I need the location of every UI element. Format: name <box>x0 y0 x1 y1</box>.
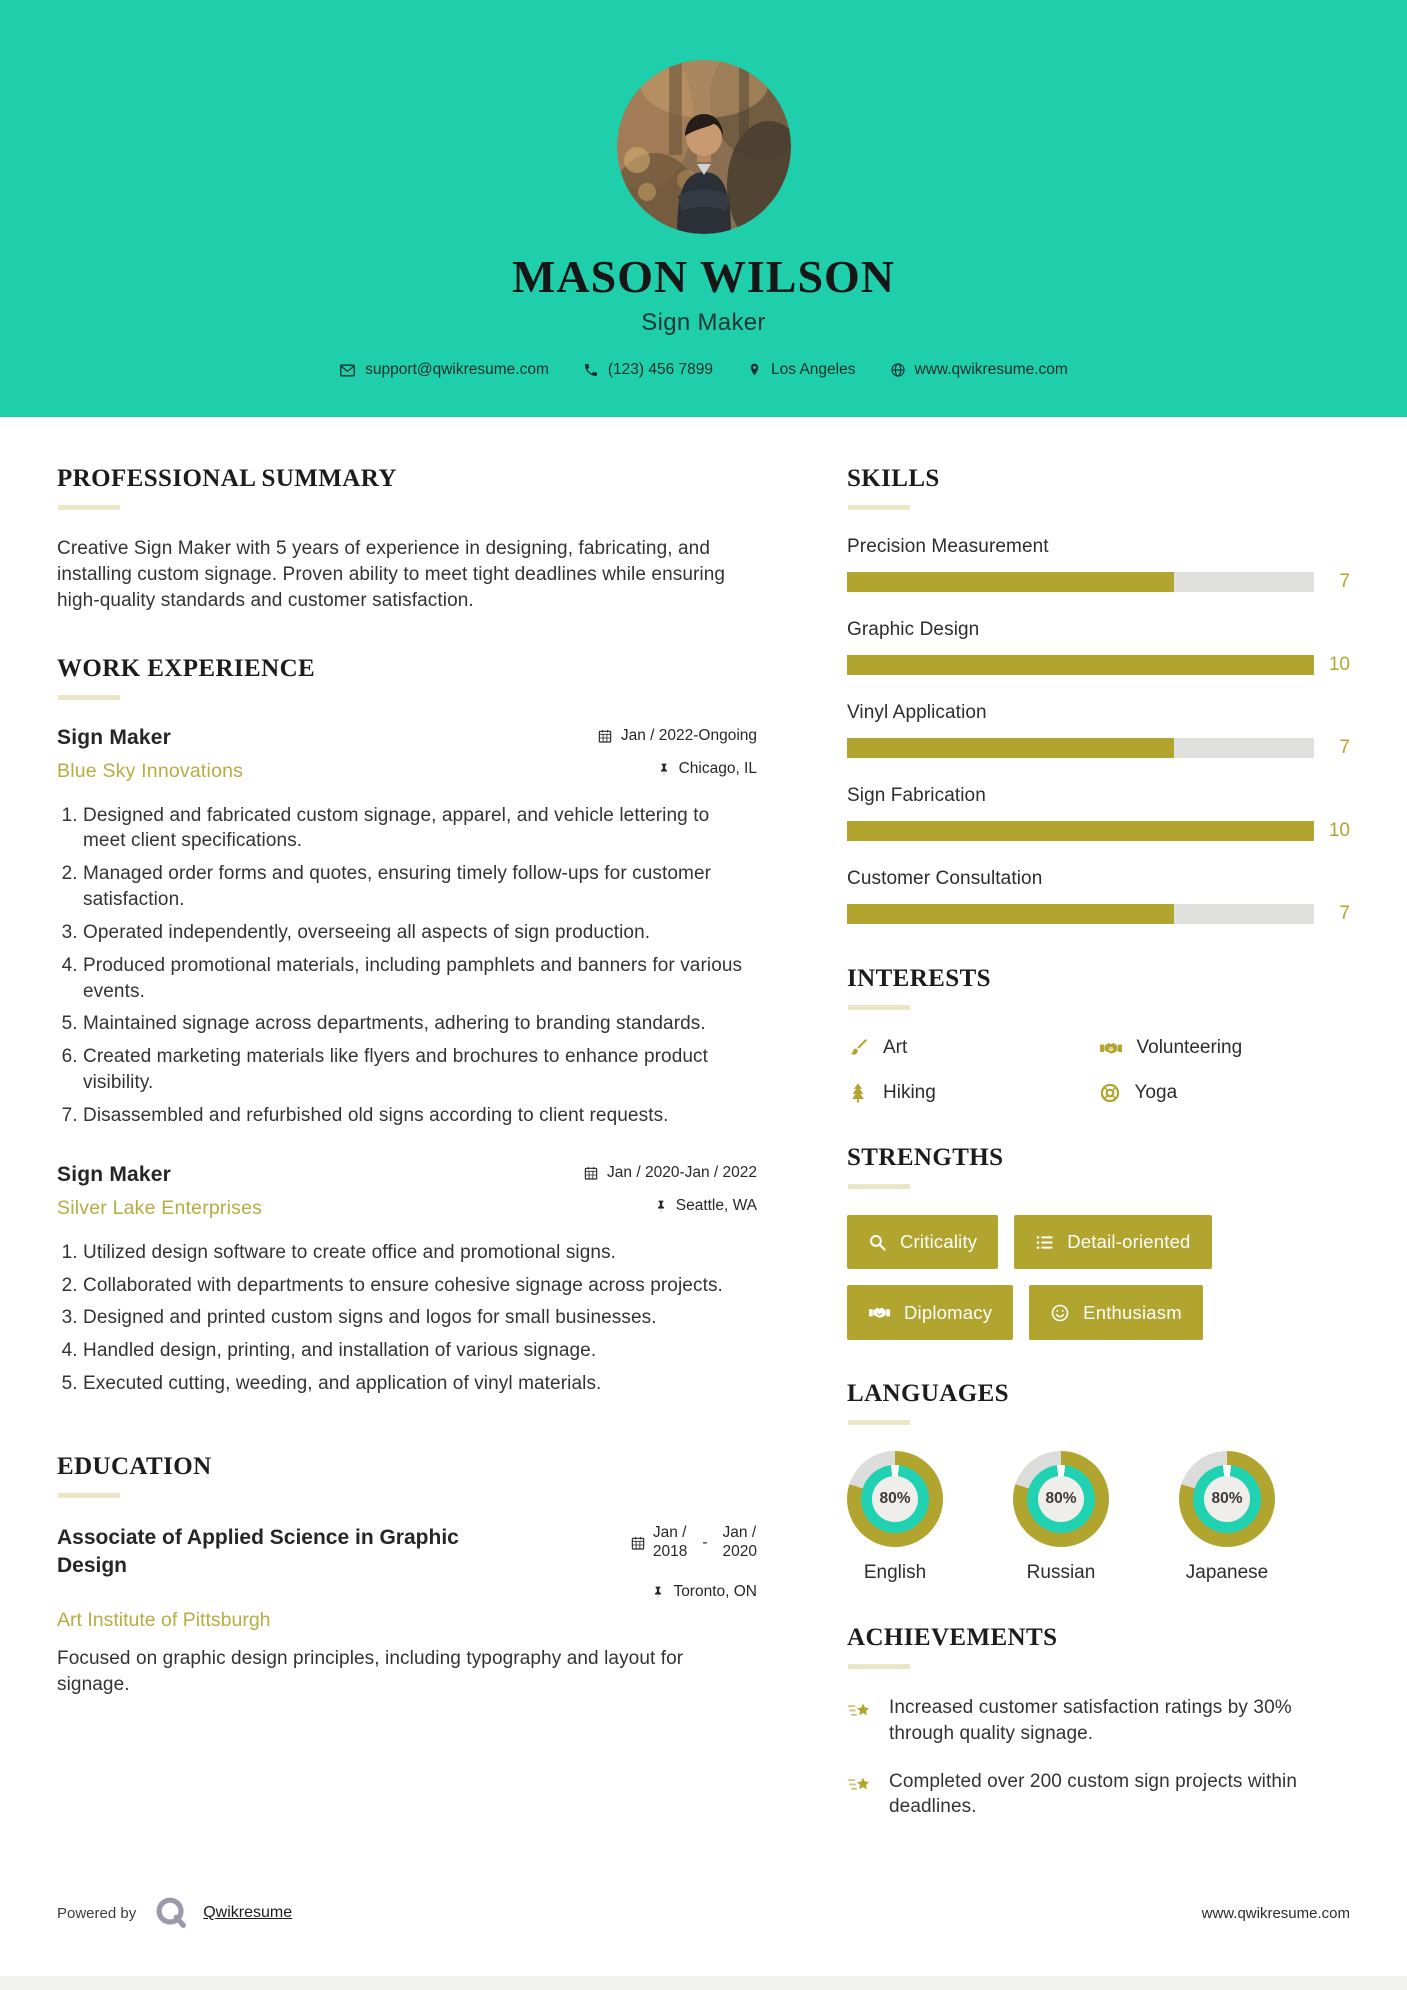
job-bullet: 4. Produced promotional materials, including pamphlets and banners for various events. <box>83 953 757 1005</box>
skill-bar-track <box>847 655 1314 675</box>
heading-underline <box>58 1493 120 1498</box>
skill-value: 10 <box>1328 654 1350 675</box>
job-company: Silver Lake Enterprises <box>57 1196 263 1219</box>
skill-label: Customer Consultation <box>847 868 1043 889</box>
job-bullet-list <box>57 803 757 1129</box>
right-column <box>847 465 1350 1860</box>
language-percent: 80% <box>1038 1476 1084 1522</box>
shooting-star-icon <box>847 1772 873 1798</box>
language-label: Russian <box>1026 1562 1096 1583</box>
qwikresume-brand-link[interactable]: Qwikresume <box>203 1904 293 1921</box>
date-line: Jan / <box>652 1523 687 1541</box>
achievement-text: Completed over 200 custom sign projects within deadlines. <box>889 1770 1298 1818</box>
job-bullet: 6. Created marketing materials like flyers and brochures to enhance product visibility. <box>83 1044 757 1096</box>
skill-label: Precision Measurement <box>847 536 1049 557</box>
job-bullet-list <box>57 1240 757 1397</box>
skill-bar-track <box>847 904 1314 924</box>
section-work-experience <box>57 655 757 1397</box>
footer <box>57 1894 1350 1932</box>
job-dates-text: Jan / 2022-Ongoing <box>620 726 757 744</box>
education-meta <box>630 1524 757 1601</box>
skills-heading: SKILLS <box>847 465 940 492</box>
language-label: Japanese <box>1185 1562 1269 1583</box>
map-pin-icon <box>747 362 762 378</box>
language-percent: 80% <box>872 1476 918 1522</box>
job-title: Sign Maker <box>57 725 172 749</box>
pushpin-icon <box>651 1585 665 1600</box>
skill-bar-fill <box>847 738 1174 758</box>
summary-text: Creative Sign Maker with 5 years of experience in designing, fabricating, and installing custom signage. Proven ability to meet tight deadlines while ensuring high-quality standards and customer satisfaction. <box>57 538 726 612</box>
date-line: 2020 <box>722 1542 757 1560</box>
section-education <box>57 1453 757 1699</box>
job-location-text: Chicago, IL <box>678 760 757 778</box>
degree-name: Associate of Applied Science in Graphic Design <box>57 1525 459 1578</box>
powered-by-label: Powered by <box>57 1904 137 1922</box>
skill-row <box>847 868 1350 925</box>
skill-label: Sign Fabrication <box>847 785 986 806</box>
interest-label: Hiking <box>883 1082 936 1103</box>
interest-item <box>1099 1036 1351 1060</box>
language-percent: 80% <box>1204 1476 1250 1522</box>
calendar-icon <box>583 1165 599 1181</box>
skill-bar-track <box>847 738 1314 758</box>
body-columns <box>0 417 1407 1860</box>
skill-label: Vinyl Application <box>847 702 987 723</box>
date-separator: - <box>702 1533 708 1551</box>
strength-label: Criticality <box>900 1231 978 1252</box>
strength-label: Detail-oriented <box>1067 1231 1191 1252</box>
calendar-icon <box>630 1535 646 1551</box>
left-column <box>57 465 757 1860</box>
avatar <box>617 60 791 234</box>
globe-icon <box>890 362 906 378</box>
job-bullet: 2. Managed order forms and quotes, ensuring timely follow-ups for customer satisfaction. <box>83 861 757 913</box>
interests-heading: INTERESTS <box>847 965 991 992</box>
skill-value: 7 <box>1339 571 1350 592</box>
education-dates <box>630 1524 757 1561</box>
job-location-text: Seattle, WA <box>675 1197 757 1215</box>
page-bottom-strip <box>0 1976 1407 1990</box>
job-bullet: 3. Designed and printed custom signs and logos for small businesses. <box>83 1305 757 1331</box>
achievement-text: Increased customer satisfaction ratings by 30% through quality signage. <box>889 1697 1292 1744</box>
contact-website[interactable] <box>890 361 1068 379</box>
skill-row <box>847 619 1350 676</box>
language-donut-chart <box>1013 1451 1109 1547</box>
language-label: English <box>863 1562 927 1583</box>
language-item <box>847 1451 943 1584</box>
achievement-item <box>847 1769 1350 1821</box>
pushpin-icon <box>657 762 671 777</box>
calendar-icon <box>597 728 613 744</box>
contact-phone-text: (123) 456 7899 <box>607 361 714 378</box>
skill-bar-fill <box>847 572 1174 592</box>
skill-value: 7 <box>1339 903 1350 924</box>
job-bullet: 1. Designed and fabricated custom signage, apparel, and vehicle lettering to meet client specifications. <box>83 803 757 855</box>
job-title: Sign Maker <box>57 1162 172 1186</box>
job-location <box>654 1197 757 1215</box>
job-dates <box>583 1164 757 1182</box>
handshake-icon <box>868 1301 891 1324</box>
job-company: Blue Sky Innovations <box>57 759 244 782</box>
envelope-icon <box>339 362 356 379</box>
school-name: Art Institute of Pittsburgh <box>57 1609 271 1632</box>
pushpin-icon <box>654 1199 668 1214</box>
language-item <box>1179 1451 1275 1584</box>
pine-tree-icon <box>847 1082 869 1104</box>
strengths-heading: STRENGTHS <box>847 1144 1004 1171</box>
strength-label: Enthusiasm <box>1083 1301 1182 1323</box>
handshake-icon <box>1099 1036 1123 1060</box>
heading-underline <box>848 505 910 510</box>
education-end-date <box>723 1524 757 1561</box>
section-professional-summary <box>57 465 757 615</box>
languages-heading: LANGUAGES <box>847 1380 1009 1407</box>
job-location <box>657 760 757 778</box>
education-heading: EDUCATION <box>57 1452 212 1480</box>
section-achievements <box>847 1624 1350 1820</box>
paintbrush-icon <box>847 1037 869 1059</box>
job-bullet: 5. Maintained signage across departments, adhering to branding standards. <box>83 1011 757 1037</box>
person-job-title: Sign Maker <box>641 309 766 336</box>
skill-bar-track <box>847 572 1314 592</box>
strength-badge-diplomacy <box>847 1285 1013 1340</box>
contact-website-text: www.qwikresume.com <box>914 361 1068 378</box>
skill-row <box>847 785 1350 842</box>
skill-bar-track <box>847 821 1314 841</box>
job-bullet: 2. Collaborated with departments to ensure cohesive signage across projects. <box>83 1273 757 1299</box>
interest-label: Volunteering <box>1136 1037 1243 1058</box>
job-dates <box>597 727 757 745</box>
header <box>0 0 1407 417</box>
strength-label: Diplomacy <box>904 1301 993 1323</box>
language-item <box>1013 1451 1109 1584</box>
job-bullet: 1. Utilized design software to create office and promotional signs. <box>83 1240 757 1266</box>
achievement-item <box>847 1695 1350 1747</box>
date-line: Jan / <box>722 1523 757 1541</box>
contact-email[interactable] <box>339 361 549 379</box>
section-languages <box>847 1380 1350 1584</box>
education-start-date <box>653 1524 687 1561</box>
profile-photo <box>617 60 791 234</box>
interest-item <box>847 1036 1099 1060</box>
job-bullet: 7. Disassembled and refurbished old signs according to client requests. <box>83 1103 757 1129</box>
job-dates-text: Jan / 2020-Jan / 2022 <box>607 1163 757 1181</box>
contact-phone[interactable] <box>583 361 713 379</box>
heading-underline <box>848 1184 910 1189</box>
lifebuoy-icon <box>1099 1082 1121 1104</box>
job-bullet: 4. Handled design, printing, and installation of various signage. <box>83 1338 757 1364</box>
skill-bar-fill <box>847 655 1314 675</box>
contact-location-text: Los Angeles <box>771 361 856 378</box>
smiley-icon <box>1050 1303 1070 1323</box>
education-location-text: Toronto, ON <box>673 1583 757 1601</box>
job-bullet: 5. Executed cutting, weeding, and application of vinyl materials. <box>83 1371 757 1397</box>
job-bullet: 3. Operated independently, overseeing all aspects of sign production. <box>83 920 757 946</box>
section-interests <box>847 965 1350 1104</box>
date-line: 2018 <box>652 1542 688 1560</box>
interest-label: Art <box>883 1037 908 1058</box>
summary-heading: PROFESSIONAL SUMMARY <box>57 465 397 492</box>
contact-row <box>0 361 1407 379</box>
skill-row <box>847 536 1350 593</box>
education-description: Focused on graphic design principles, including typography and layout for signage. <box>57 1648 684 1696</box>
language-donut-chart <box>1179 1451 1275 1547</box>
job-entry <box>57 1163 757 1397</box>
qwikresume-logo-icon <box>152 1894 190 1932</box>
heading-underline <box>848 1664 910 1669</box>
heading-underline <box>58 505 120 510</box>
skill-bar-fill <box>847 821 1314 841</box>
skill-value: 7 <box>1339 737 1350 758</box>
section-strengths <box>847 1144 1350 1340</box>
heading-underline <box>58 695 120 700</box>
interest-item <box>1099 1082 1351 1104</box>
work-heading: WORK EXPERIENCE <box>57 654 316 682</box>
skill-value: 10 <box>1328 820 1350 841</box>
education-location <box>630 1583 757 1601</box>
footer-website[interactable]: www.qwikresume.com <box>1201 1904 1350 1922</box>
phone-icon <box>583 362 599 378</box>
strength-badge-enthusiasm <box>1029 1285 1203 1340</box>
interest-label: Yoga <box>1134 1082 1178 1103</box>
section-skills <box>847 465 1350 925</box>
strength-badge-detail-oriented <box>1014 1215 1211 1269</box>
heading-underline <box>848 1005 910 1010</box>
magnifier-icon <box>868 1233 887 1252</box>
achievements-heading: ACHIEVEMENTS <box>847 1624 1058 1651</box>
list-icon <box>1035 1233 1054 1252</box>
language-donut-chart <box>847 1451 943 1547</box>
interest-item <box>847 1082 1099 1104</box>
strength-badge-criticality <box>847 1215 998 1269</box>
shooting-star-icon <box>847 1698 873 1724</box>
person-name: MASON WILSON <box>511 251 896 302</box>
skill-bar-fill <box>847 904 1174 924</box>
contact-email-text: support@qwikresume.com <box>365 361 549 378</box>
contact-location <box>747 361 855 379</box>
skill-row <box>847 702 1350 759</box>
job-entry <box>57 726 757 1129</box>
skill-label: Graphic Design <box>847 619 980 640</box>
heading-underline <box>848 1420 910 1425</box>
